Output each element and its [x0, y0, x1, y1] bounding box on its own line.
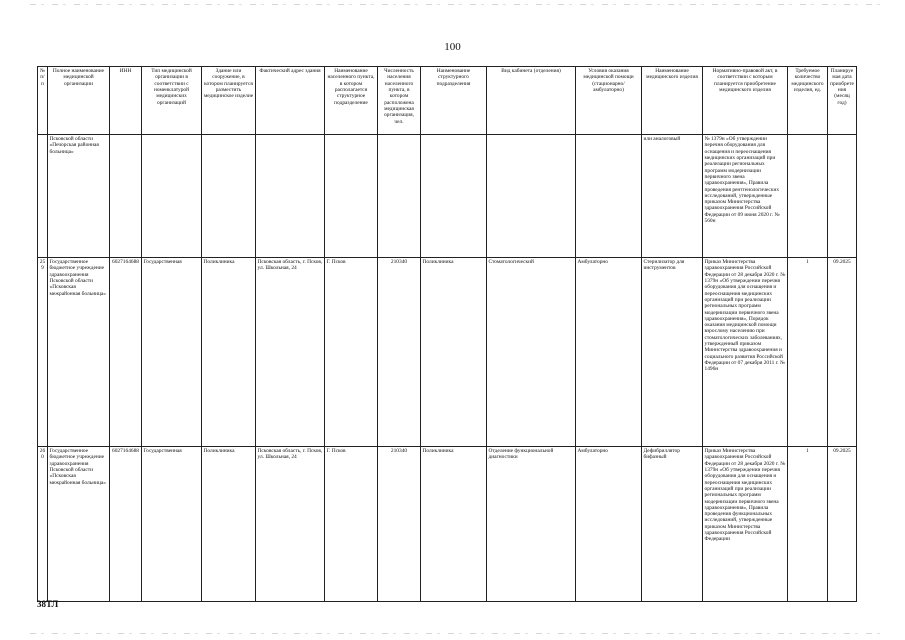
cell-num: 260 — [38, 447, 48, 602]
table-header-row — [38, 67, 857, 135]
cell-device: Дефибриллятор бифазный — [642, 447, 703, 602]
cell-act: № 1379н «Об утверждении перечня оборудования для оснащения и переоснащения медицинских организаций при реализации региональных программ модернизации первичного звена здравоохранения», Правила проведения рентгенологических исследований, утвержденные приказом Министерства здравоохранения Российской Федерации от 09 июня 2020 г. № 560н — [703, 135, 788, 258]
cell-act: Приказ Министерства здравоохранения Российской Федерации от 28 декабря 2020 г. № 1379н «Об утверждении перечня оборудования для оснащения и переоснащения медицинских организаций при реализации региональных программ модернизации первичного звена здравоохранения», Правила проведения функциональных исследований, утвержденные приказом Министерства здравоохранения Российской Федерации — [703, 447, 788, 602]
cell-building — [202, 135, 256, 258]
cell-quantity — [788, 135, 828, 258]
header-cell: № п/п — [38, 67, 48, 135]
header-cell: Здание или сооружение, в котором планируется разместить медицинское изделие — [202, 67, 256, 135]
cell-type: Государственная — [142, 447, 202, 602]
header-cell: Наименование населенного пункта, в котором располагается структурное подразделение — [325, 67, 378, 135]
cell-device: или аналоговый — [642, 135, 703, 258]
cell-org: Псковской области «Печорская районная больница» — [48, 135, 110, 258]
cell-quantity: 1 — [788, 447, 828, 602]
header-cell: Нормативно-правовой акт, в соответствии с которым планируется приобретение медицинского изделия — [703, 67, 788, 135]
table-row — [38, 135, 857, 258]
cell-address: Псковская область, г. Псков, ул. Школьная, 24 — [256, 447, 325, 602]
header-cell: Вид кабинета (отделения) — [487, 67, 576, 135]
cell-date: 09.2025 — [828, 258, 857, 447]
header-cell: Тип медицинской организации в соответствии с номенклатурой медицинских организаций — [142, 67, 202, 135]
header-cell: Наименование структурного подразделения — [421, 67, 487, 135]
cell-locality: Г. Псков — [325, 258, 378, 447]
cell-type — [142, 135, 202, 258]
cell-locality — [325, 135, 378, 258]
header-cell: Фактический адрес здания — [256, 67, 325, 135]
cell-cabinet: Отделение функциональной диагностики — [487, 447, 576, 602]
cell-conditions — [576, 135, 642, 258]
cell-device: Стерилизатор для инструментов — [642, 258, 703, 447]
header-cell: ИНН — [110, 67, 142, 135]
equipment-table — [37, 66, 857, 602]
cell-inn: 6027164688 — [110, 258, 142, 447]
cell-num — [38, 135, 48, 258]
cell-locality: Г. Псков — [325, 447, 378, 602]
cell-date: 09.2025 — [828, 447, 857, 602]
cell-building: Поликлиника — [202, 447, 256, 602]
header-cell: Численность населения населенного пункта, в котором расположена медицинская организация, чел. — [378, 67, 421, 135]
cell-address: Псковская область, г. Псков, ул. Школьная, 24 — [256, 258, 325, 447]
cell-org: Государственное бюджетное учреждение здравоохранения Псковской области «Псковская межрайонная больница» — [48, 447, 110, 602]
cell-org: Государственное бюджетное учреждение здравоохранения Псковской области «Псковская межрайонная больница» — [48, 258, 110, 447]
header-cell: Полное наименование медицинской организации — [48, 67, 110, 135]
scan-artifact-top — [30, 4, 880, 5]
cell-subdivision: Поликлиника — [421, 447, 487, 602]
document-code: 38ТЛ — [37, 599, 59, 609]
cell-num: 259 — [38, 258, 48, 447]
page-number: 100 — [444, 41, 461, 53]
header-cell: Планируемая дата приобретения (месяц год) — [828, 67, 857, 135]
header-cell: Наименование медицинского изделия — [642, 67, 703, 135]
cell-subdivision — [421, 135, 487, 258]
cell-population: 210340 — [378, 258, 421, 447]
table-row — [38, 447, 857, 602]
header-cell: Требуемое количество медицинского изделия, ед. — [788, 67, 828, 135]
cell-inn: 6027164688 — [110, 447, 142, 602]
cell-conditions: Амбулаторно — [576, 447, 642, 602]
table-row — [38, 258, 857, 447]
cell-quantity: 1 — [788, 258, 828, 447]
cell-population: 210340 — [378, 447, 421, 602]
header-cell: Условия оказания медицинской помощи (стационарно/ амбулаторно) — [576, 67, 642, 135]
scan-artifact-bottom — [30, 633, 880, 634]
cell-population — [378, 135, 421, 258]
cell-cabinet — [487, 135, 576, 258]
cell-cabinet: Стоматологический — [487, 258, 576, 447]
cell-building: Поликлиника — [202, 258, 256, 447]
cell-type: Государственная — [142, 258, 202, 447]
cell-date — [828, 135, 857, 258]
cell-inn — [110, 135, 142, 258]
cell-subdivision: Поликлиника — [421, 258, 487, 447]
cell-address — [256, 135, 325, 258]
cell-conditions: Амбулаторно — [576, 258, 642, 447]
cell-act: Приказ Министерства здравоохранения Российской Федерации от 28 декабря 2020 г. № 1379н «Об утверждении перечня оборудования для оснащения и переоснащения медицинских организаций при реализации региональных программ модернизации первичного звена здравоохранения», Порядок оказания медицинской помощи взрослому населению при стоматологических заболеваниях, утвержденный приказом Министерства здравоохранения и социального развития Российской Федерации от 07 декабря 2011 г. № 1496н — [703, 258, 788, 447]
